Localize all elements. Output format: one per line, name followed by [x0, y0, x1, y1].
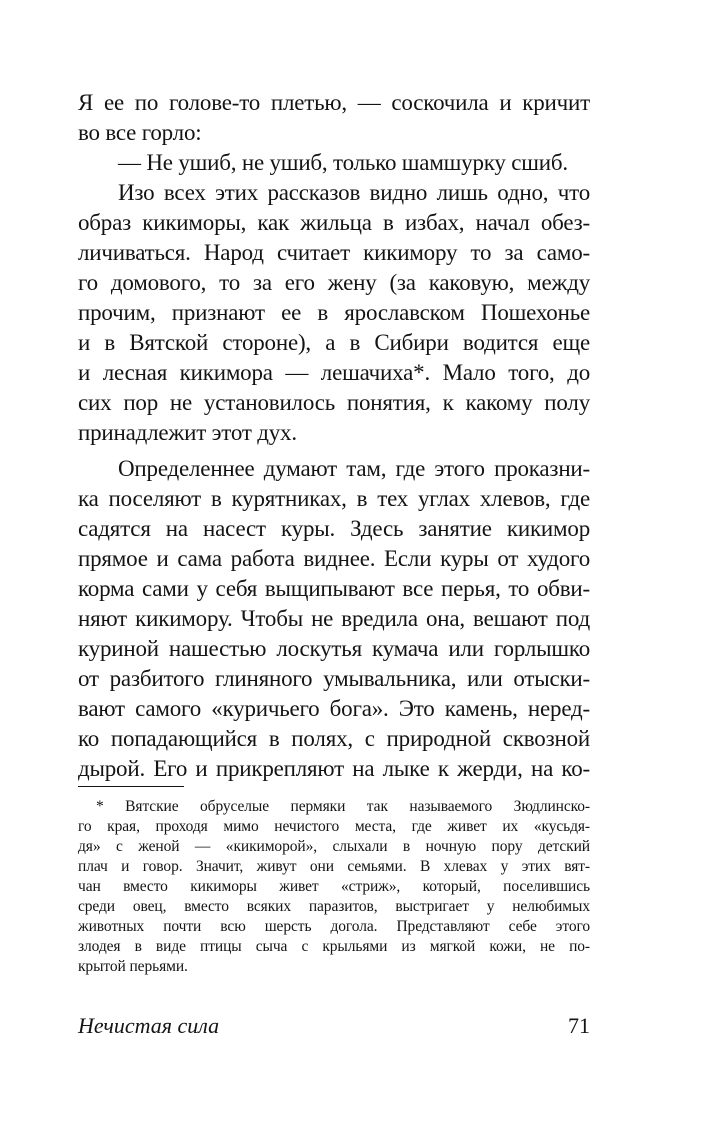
- body-line: куриной нашестью лоскутья кумача или горлышко: [78, 636, 590, 661]
- footnote-line: дя» с женой — «кикиморой», слыхали в ночную пору детский: [78, 838, 590, 855]
- body-line: го домового, то за его жену (за каковую, между: [78, 270, 590, 295]
- body-line: Изо всех этих рассказов видно лишь одно, что: [118, 180, 590, 205]
- body-line: корма сами у себя выщипывают все перья, то обви-: [78, 576, 590, 601]
- body-line: образ кикиморы, как жильца в избах, начал обез-: [78, 210, 590, 235]
- footnote-line: * Вятские обруселые пермяки так называемого Зюдлинско-: [96, 798, 590, 815]
- body-line: прочим, признают ее в ярославском Пошехонье: [78, 300, 590, 325]
- footnote-line: крытой перьями.: [78, 958, 188, 975]
- footnote-line: плач и говор. Значит, живут они семьями. В хлевах у этих вят-: [78, 858, 590, 875]
- body-line: личиваться. Народ считает кикимору то за само-: [78, 240, 590, 265]
- body-line: принадлежит этот дух.: [78, 420, 297, 445]
- body-line: — Не ушиб, не ушиб, только шамшурку сшиб.: [118, 150, 568, 175]
- body-line: дырой. Его и прикрепляют на лыке к жерди, на ко-: [78, 756, 590, 781]
- body-line: ко попадающийся в полях, с природной сквозной: [78, 726, 590, 751]
- footnote-line: животных почти всю шерсть догола. Представляют себе этого: [78, 918, 590, 935]
- footnote-line: среди овец, вместо всяких паразитов, выстригает у нелюбимых: [78, 898, 590, 915]
- page-number: 71: [568, 1013, 590, 1038]
- body-line: и в Вятской стороне), а в Сибири водится еще: [78, 330, 590, 355]
- body-line: вают самого «куричьего бога». Это камень, неред-: [78, 696, 590, 721]
- body-line: няют кикимору. Чтобы не вредила она, вешают под: [78, 606, 590, 631]
- footnote-divider: [78, 786, 184, 787]
- body-line: во все горло:: [78, 120, 202, 145]
- body-line: садятся на насест куры. Здесь занятие кикимор: [78, 516, 590, 541]
- body-line: Я ее по голове-то плетью, — соскочила и кричит: [78, 90, 590, 115]
- body-line: Определеннее думают там, где этого проказни-: [118, 456, 590, 481]
- footnote-line: го края, проходя мимо нечистого места, где живет их «кусьдя-: [78, 818, 590, 835]
- body-line: ка поселяют в курятниках, в тех углах хлевов, где: [78, 486, 590, 511]
- body-line: сих пор не установилось понятия, к какому полу: [78, 390, 590, 415]
- body-line: и лесная кикимора — лешачиха*. Мало того, до: [78, 360, 590, 385]
- footnote-line: чан вместо кикиморы живет «стриж», который, поселившись: [78, 878, 590, 895]
- body-line: прямое и сама работа виднее. Если куры от худого: [78, 546, 590, 571]
- footnote-line: злодея в виде птицы сыча с крыльями из мягкой кожи, не по-: [78, 938, 590, 955]
- body-line: от разбитого глиняного умывальника, или отыски-: [78, 666, 590, 691]
- running-footer-title: Нечистая сила: [78, 1013, 220, 1038]
